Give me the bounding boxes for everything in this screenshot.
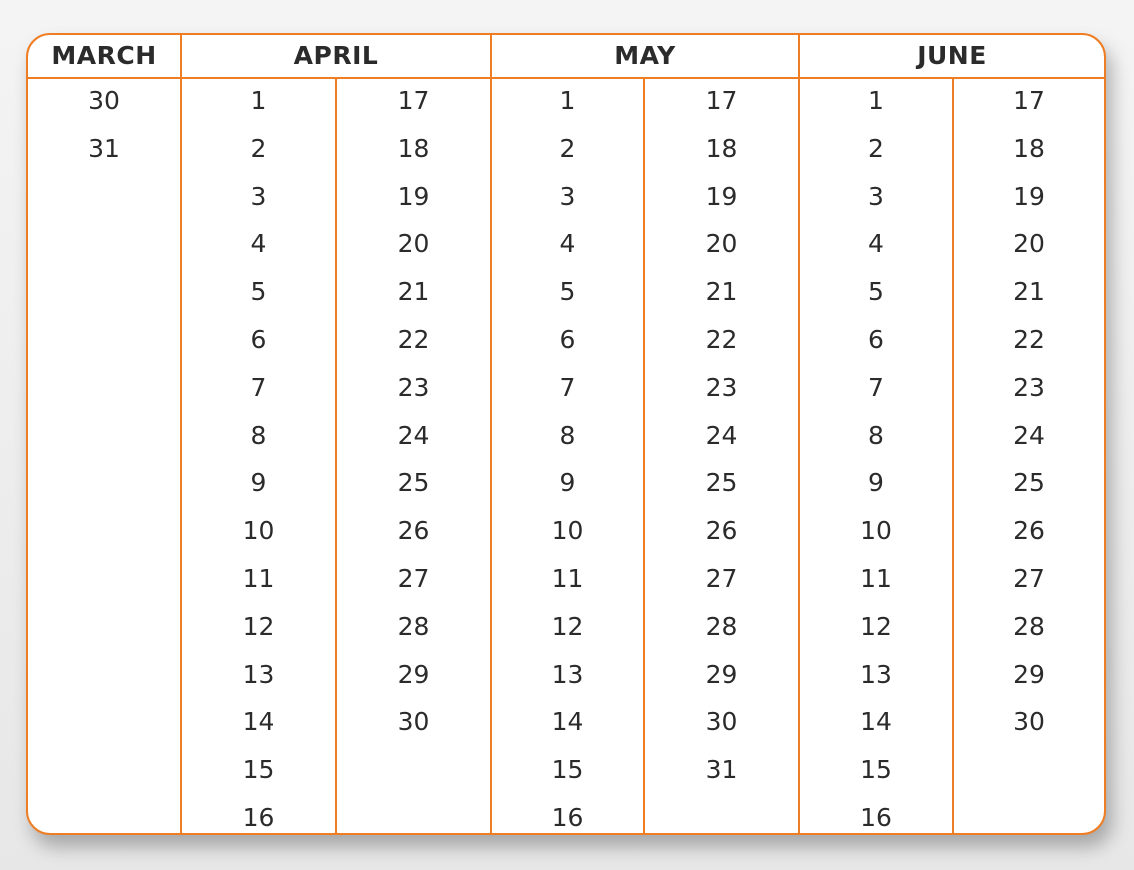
day-cell: 4: [250, 229, 267, 259]
day-cell: 17: [1013, 86, 1045, 115]
calendar-card: [26, 33, 1106, 835]
month-header-june: JUNE: [917, 41, 987, 70]
day-cell: 31: [88, 133, 120, 163]
month-header-may: MAY: [614, 41, 676, 70]
day-cell: 10: [242, 516, 275, 546]
day-cell: 10: [860, 516, 892, 546]
day-cell: 30: [1013, 707, 1045, 737]
day-cell: 25: [705, 468, 738, 498]
day-cell: 6: [868, 325, 884, 354]
day-column-march: [28, 79, 180, 835]
day-cell: 23: [1013, 372, 1045, 402]
day-column-june-first-half: [800, 79, 952, 835]
day-cell: 2: [250, 133, 267, 163]
day-cell: 7: [250, 372, 267, 402]
day-cell: 17: [705, 86, 738, 115]
month-header-april: APRIL: [293, 41, 379, 70]
day-cell: 5: [250, 277, 267, 307]
day-cell: 25: [1013, 468, 1045, 498]
day-cell: 29: [397, 659, 430, 689]
day-cell: 15: [860, 755, 892, 785]
day-cell: 27: [1013, 564, 1045, 593]
day-column-may-first-half: [492, 79, 643, 835]
day-cell: 22: [1013, 325, 1045, 354]
day-cell: 28: [1013, 611, 1045, 641]
day-cell: 11: [242, 564, 275, 593]
day-cell: 20: [397, 229, 430, 259]
day-cell: 11: [860, 564, 892, 593]
day-cell: 2: [559, 133, 576, 163]
day-column-april-first-half: [182, 79, 335, 835]
day-cell: 19: [397, 181, 430, 211]
day-cell: 9: [868, 468, 884, 498]
day-cell: 14: [551, 707, 584, 737]
day-cell: 29: [705, 659, 738, 689]
day-cell: 12: [242, 611, 275, 641]
day-cell: 5: [559, 277, 576, 307]
day-cell: 26: [397, 516, 430, 546]
day-cell: 31: [705, 755, 738, 785]
day-cell: 8: [250, 420, 267, 450]
day-cell: 24: [705, 420, 738, 450]
day-cell: 13: [551, 659, 584, 689]
day-cell: 7: [559, 372, 576, 402]
day-cell: 2: [868, 133, 884, 163]
day-column-may-second-half: [645, 79, 798, 835]
day-cell: 16: [242, 803, 275, 832]
day-cell: 30: [88, 86, 120, 115]
day-cell: 9: [250, 468, 267, 498]
day-cell: 21: [705, 277, 738, 307]
day-cell: 1: [250, 86, 267, 115]
day-cell: 23: [705, 372, 738, 402]
day-cell: 7: [868, 372, 884, 402]
day-cell: 6: [250, 325, 267, 354]
day-cell: 13: [242, 659, 275, 689]
day-cell: 3: [250, 181, 267, 211]
day-cell: 13: [860, 659, 892, 689]
day-cell: 24: [1013, 420, 1045, 450]
day-cell: 8: [559, 420, 576, 450]
day-cell: 9: [559, 468, 576, 498]
day-cell: 26: [705, 516, 738, 546]
day-cell: 21: [1013, 277, 1045, 307]
day-cell: 18: [705, 133, 738, 163]
day-cell: 22: [397, 325, 430, 354]
day-cell: 25: [397, 468, 430, 498]
day-cell: 16: [551, 803, 584, 832]
day-cell: 27: [397, 564, 430, 593]
day-column-june-second-half: [954, 79, 1104, 835]
day-cell: 4: [559, 229, 576, 259]
day-cell: 23: [397, 372, 430, 402]
day-cell: 19: [705, 181, 738, 211]
day-cell: 12: [860, 611, 892, 641]
day-cell: 18: [397, 133, 430, 163]
day-cell: 17: [397, 86, 430, 115]
day-cell: 20: [1013, 229, 1045, 259]
day-cell: 28: [397, 611, 430, 641]
day-cell: 3: [559, 181, 576, 211]
day-cell: 3: [868, 181, 884, 211]
day-cell: 14: [860, 707, 892, 737]
day-cell: 21: [397, 277, 430, 307]
month-header-row: [28, 35, 1104, 79]
day-cell: 18: [1013, 133, 1045, 163]
day-cell: 14: [242, 707, 275, 737]
day-cell: 1: [559, 86, 576, 115]
day-cell: 8: [868, 420, 884, 450]
day-cell: 15: [551, 755, 584, 785]
day-cell: 4: [868, 229, 884, 259]
day-cell: 5: [868, 277, 884, 307]
month-header-march: MARCH: [51, 41, 157, 70]
day-cell: 28: [705, 611, 738, 641]
day-cell: 11: [551, 564, 584, 593]
day-cell: 30: [397, 707, 430, 737]
day-cell: 10: [551, 516, 584, 546]
day-cell: 27: [705, 564, 738, 593]
day-cell: 1: [868, 86, 884, 115]
day-cell: 22: [705, 325, 738, 354]
day-cell: 19: [1013, 181, 1045, 211]
day-cell: 6: [559, 325, 576, 354]
day-cell: 24: [397, 420, 430, 450]
day-column-april-second-half: [337, 79, 490, 835]
day-cell: 26: [1013, 516, 1045, 546]
day-cell: 15: [242, 755, 275, 785]
day-cell: 20: [705, 229, 738, 259]
day-cell: 12: [551, 611, 584, 641]
day-cell: 30: [705, 707, 738, 737]
day-cell: 16: [860, 803, 892, 832]
day-cell: 29: [1013, 659, 1045, 689]
